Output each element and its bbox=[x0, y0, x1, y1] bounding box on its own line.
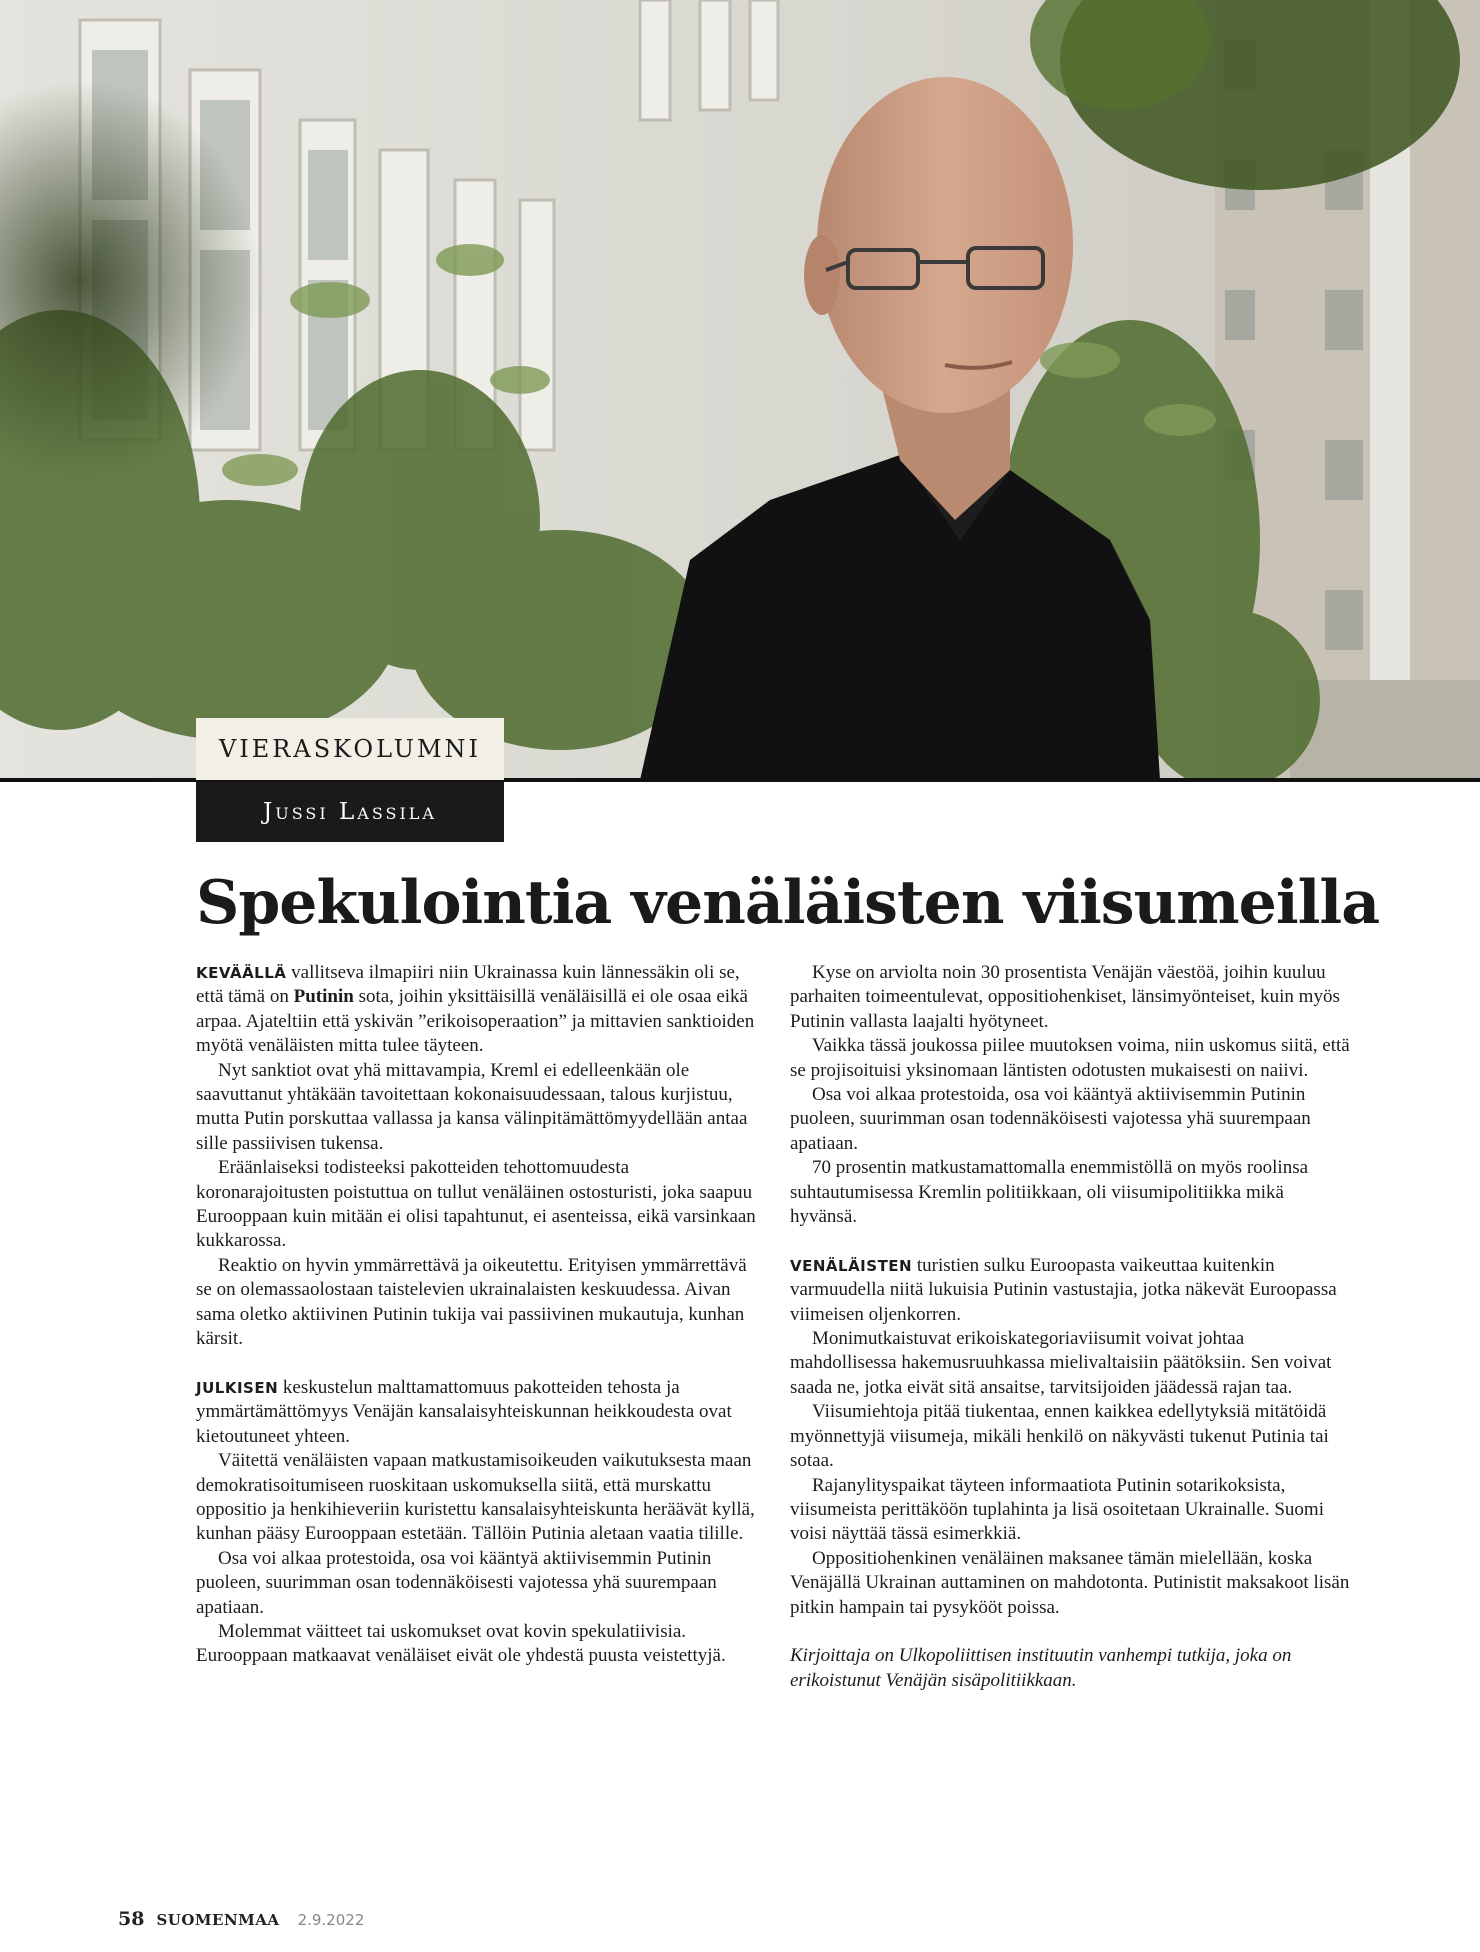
paragraph: Reaktio on hyvin ymmärrettävä ja oikeutettu. Erityisen ymmärrettävä se on olemassaolostaan taistelevien ukrainalaisten keskuudessa. Aivan sama oletko aktiivinen Putinin tukija vai passiivinen mukautuja, kunhan kärsit. bbox=[196, 1254, 747, 1350]
lead-word: VENÄLÄISTEN bbox=[790, 1256, 913, 1275]
author-byline: Jussi Lassila bbox=[196, 782, 504, 842]
paragraph: Rajanylityspaikat täyteen informaatiota Putinin sotarikoksista, viisumeista perittäköön tuplahinta ja lisä osoitetaan Ukrainalle. Suomi voisi näyttää tässä esimerkkiä. bbox=[790, 1474, 1324, 1545]
paragraph: Viisumiehtoja pitää tiukentaa, ennen kaikkea edellytyksiä mitätöidä myönnettyjä viisumeja, mikäli henkilö on näkyvästi tukenut Putinia tai sotaa. bbox=[790, 1401, 1329, 1472]
article-column-right bbox=[790, 961, 1350, 1693]
paragraph bbox=[790, 1254, 1350, 1327]
paragraph: Monimutkaistuvat erikoiskategoriaviisumit voivat johtaa mahdollisessa hakemusruuhkassa mielivaltaisiin päätöksiin. Sen voivat saada ne, jotka eivät sitä ansaitse, tarvitsijoiden jäädessä rajan taa. bbox=[790, 1328, 1332, 1398]
paragraph: Väitettä venäläisten vapaan matkustamisoikeuden vaikutuksesta maan demokratisoitumiseen ruoskitaan uskomuksella siitä, että murskattu oppositio ja henkihieveriin kuristettu kansalaisyhteiskunta heräävät kyllä, kunhan pääsy Eurooppaan estetään. Tällöin Putinia aletaan vaatia tilille. bbox=[196, 1450, 755, 1545]
hero-photo bbox=[0, 0, 1480, 780]
page-number: 58 bbox=[118, 1908, 145, 1930]
paragraph-text: turistien sulku Euroopasta vaikeuttaa kuitenkin varmuudella niitä lukuisia Putinin vastustajia, jotka näkevät Euroopassa viimeisen oljenkorren. bbox=[790, 1254, 1337, 1325]
article-headline: Spekulointia venäläisten viisumeilla bbox=[196, 868, 1380, 938]
paragraph: Oppositiohenkinen venäläinen maksanee tämän mielellään, koska Venäjällä Ukrainan auttaminen on mahdotonta. Putinistit maksakoot lisän pitkin hampain tai pysykööt poissa. bbox=[790, 1547, 1350, 1618]
issue-date: 2.9.2022 bbox=[297, 1911, 365, 1929]
paragraph: Kyse on arviolta noin 30 prosentista Venäjän väestöä, joihin kuuluu parhaiten toimeentulevat, oppositiohenkiset, länsimyönteiset, kuin myös Putinin vallasta laajalti hyötyneet. bbox=[790, 962, 1340, 1032]
page-footer bbox=[118, 1908, 364, 1930]
highlighted-name: Putinin bbox=[293, 986, 354, 1008]
lead-word: KEVÄÄLLÄ bbox=[196, 964, 287, 982]
paragraph-text: sota, joihin yksittäisillä venäläisillä ei ole osaa eikä arpaa. Ajateltiin että yskivän ”erikoisoperaation” ja mittavien sanktioiden myötä venäläisten mitta tulee täyteen. bbox=[196, 986, 755, 1057]
paragraph bbox=[196, 961, 756, 1059]
paragraph-text: vallitseva ilmapiiri niin Ukrainassa kuin lännessäkin oli se, että tämä on bbox=[196, 962, 740, 1008]
paragraph-text: keskustelun malttamattomuus pakotteiden tehosta ja ymmärtämättömyys Venäjän kansalaisyhteiskunnan heikkoudesta ovat kietoutuneet yhteen. bbox=[196, 1376, 732, 1447]
portrait-photo bbox=[0, 0, 1480, 780]
paragraph: Osa voi alkaa protestoida, osa voi kääntyä aktiivisemmin Putinin puoleen, suurimman osan todennäköisesti vajotessa yhä suurempaan apatiaan. bbox=[790, 1084, 1311, 1154]
magazine-name: SUOMENMAA bbox=[156, 1911, 280, 1929]
paragraph bbox=[196, 1376, 756, 1449]
article-column-left bbox=[196, 961, 756, 1669]
paragraph: Osa voi alkaa protestoida, osa voi kääntyä aktiivisemmin Putinin puoleen, suurimman osan todennäköisesti vajotessa yhä suurempaan apatiaan. bbox=[196, 1547, 717, 1618]
paragraph: Nyt sanktiot ovat yhä mittavampia, Kreml ei edelleenkään ole saavuttanut yhtäkään tavoitettaan kokonaisuudessaan, talous kurjistuu, mutta Putin porskuttaa vallassa ja kansa välinpitämättömyydellään antaa sille passiivisen tukensa. bbox=[196, 1059, 748, 1154]
paragraph: Eräänlaiseksi todisteeksi pakotteiden tehottomuudesta koronarajoitusten poistuttua on tullut venäläinen ostosturisti, joka saapuu Eurooppaan kuin mitään ei olisi tapahtunut, ei asenteissa, eikä varsinkaan kukkarossa. bbox=[196, 1157, 756, 1252]
author-credit: Kirjoittaja on Ulkopoliittisen instituutin vanhempi tutkija, joka on erikoistunut Venäjän sisäpolitiikkaan. bbox=[790, 1645, 1292, 1691]
section-label: VIERASKOLUMNI bbox=[196, 718, 504, 780]
paragraph: Vaikka tässä joukossa piilee muutoksen voima, niin uskomus siitä, että se projisoituisi yksinomaan läntisten odotusten mukaisesti on naiivi. bbox=[790, 1035, 1350, 1081]
paragraph: Molemmat väitteet tai uskomukset ovat kovin spekulatiivisia. Eurooppaan matkaavat venäläiset eivät ole yhdestä puusta veistettyjä. bbox=[196, 1620, 726, 1667]
paragraph: 70 prosentin matkustamattomalla enemmistöllä on myös roolinsa suhtautumisessa Kremlin politiikkaan, oli viisumipolitiikka mikä hyvänsä. bbox=[790, 1157, 1309, 1228]
lead-word: JULKISEN bbox=[196, 1378, 279, 1397]
